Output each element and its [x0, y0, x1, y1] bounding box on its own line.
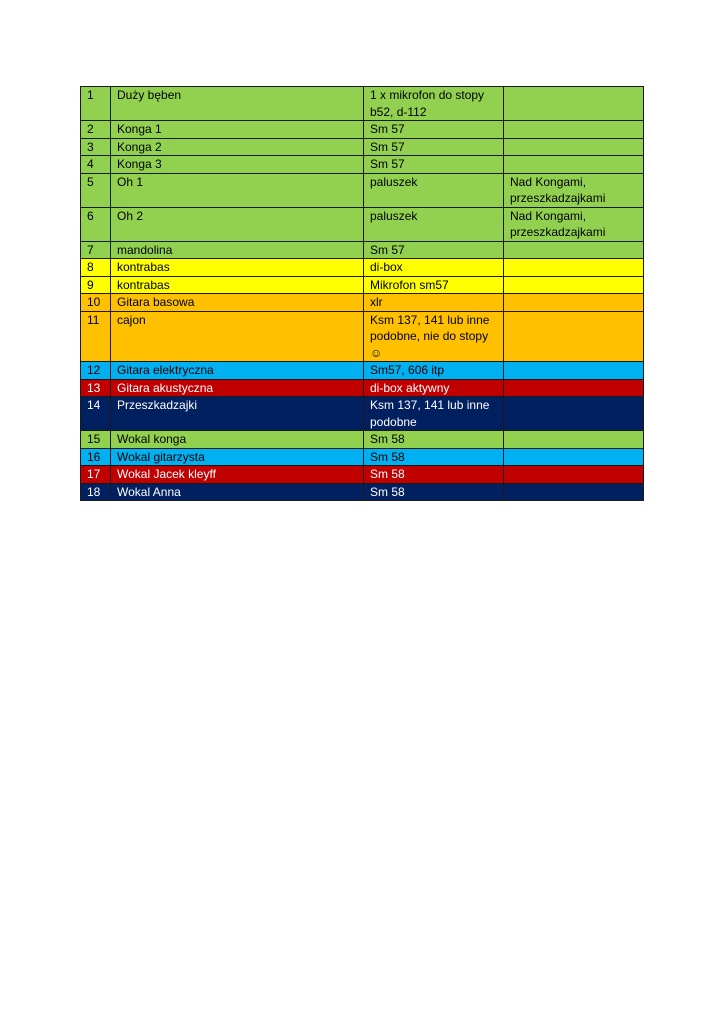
instrument-name-cell: Konga 1: [111, 121, 364, 139]
microphone-cell: di-box aktywny: [364, 379, 504, 397]
placement-note-cell: [504, 294, 644, 312]
channel-number-cell: 16: [81, 448, 111, 466]
placement-note-cell: [504, 483, 644, 501]
instrument-name-cell: Wokal Anna: [111, 483, 364, 501]
channel-rows: [81, 87, 644, 501]
microphone-cell: Ksm 137, 141 lub inne podobne: [364, 397, 504, 431]
placement-note-cell: [504, 311, 644, 362]
channel-number-cell: 2: [81, 121, 111, 139]
instrument-name-cell: cajon: [111, 311, 364, 362]
instrument-name-cell: Gitara basowa: [111, 294, 364, 312]
microphone-cell: Mikrofon sm57: [364, 276, 504, 294]
microphone-cell: xlr: [364, 294, 504, 312]
placement-note-cell: [504, 241, 644, 259]
instrument-name-cell: kontrabas: [111, 276, 364, 294]
table-row: [81, 241, 644, 259]
table-row: [81, 87, 644, 121]
instrument-name-cell: Konga 2: [111, 138, 364, 156]
channel-number-cell: 11: [81, 311, 111, 362]
placement-note-cell: Nad Kongami, przeszkadzajkami: [504, 173, 644, 207]
microphone-cell: Sm 57: [364, 121, 504, 139]
table-row: [81, 207, 644, 241]
table-row: [81, 483, 644, 501]
table-row: [81, 379, 644, 397]
table-row: [81, 431, 644, 449]
channel-number-cell: 13: [81, 379, 111, 397]
placement-note-cell: [504, 448, 644, 466]
channel-number-cell: 8: [81, 259, 111, 277]
microphone-cell: Sm 58: [364, 431, 504, 449]
microphone-cell: Sm 58: [364, 466, 504, 484]
channel-number-cell: 4: [81, 156, 111, 174]
channel-number-cell: 3: [81, 138, 111, 156]
instrument-name-cell: Gitara elektryczna: [111, 362, 364, 380]
channel-number-cell: 5: [81, 173, 111, 207]
placement-note-cell: [504, 431, 644, 449]
placement-note-cell: [504, 87, 644, 121]
instrument-name-cell: Oh 1: [111, 173, 364, 207]
table-row: [81, 448, 644, 466]
instrument-name-cell: Oh 2: [111, 207, 364, 241]
placement-note-cell: [504, 259, 644, 277]
placement-note-cell: [504, 466, 644, 484]
channel-number-cell: 12: [81, 362, 111, 380]
placement-note-cell: [504, 276, 644, 294]
channel-list-table: [80, 86, 644, 501]
placement-note-cell: [504, 362, 644, 380]
table-row: [81, 362, 644, 380]
instrument-name-cell: Konga 3: [111, 156, 364, 174]
microphone-cell: Sm 58: [364, 448, 504, 466]
table-row: [81, 138, 644, 156]
microphone-cell: Sm 57: [364, 138, 504, 156]
microphone-cell: paluszek: [364, 207, 504, 241]
microphone-cell: 1 x mikrofon do stopy b52, d-112: [364, 87, 504, 121]
table-row: [81, 173, 644, 207]
instrument-name-cell: Wokal Jacek kleyff: [111, 466, 364, 484]
placement-note-cell: [504, 397, 644, 431]
instrument-name-cell: Gitara akustyczna: [111, 379, 364, 397]
microphone-cell: Ksm 137, 141 lub inne podobne, nie do stopy ☺: [364, 311, 504, 362]
microphone-cell: Sm57, 606 itp: [364, 362, 504, 380]
channel-number-cell: 15: [81, 431, 111, 449]
table-row: [81, 466, 644, 484]
microphone-cell: Sm 57: [364, 241, 504, 259]
microphone-cell: Sm 58: [364, 483, 504, 501]
channel-number-cell: 7: [81, 241, 111, 259]
instrument-name-cell: Wokal konga: [111, 431, 364, 449]
placement-note-cell: [504, 121, 644, 139]
placement-note-cell: Nad Kongami, przeszkadzajkami: [504, 207, 644, 241]
placement-note-cell: [504, 138, 644, 156]
placement-note-cell: [504, 379, 644, 397]
placement-note-cell: [504, 156, 644, 174]
instrument-name-cell: mandolina: [111, 241, 364, 259]
microphone-cell: paluszek: [364, 173, 504, 207]
channel-number-cell: 1: [81, 87, 111, 121]
channel-number-cell: 6: [81, 207, 111, 241]
channel-number-cell: 10: [81, 294, 111, 312]
instrument-name-cell: kontrabas: [111, 259, 364, 277]
instrument-name-cell: Wokal gitarzysta: [111, 448, 364, 466]
instrument-name-cell: Duży bęben: [111, 87, 364, 121]
table-row: [81, 156, 644, 174]
channel-number-cell: 14: [81, 397, 111, 431]
channel-number-cell: 17: [81, 466, 111, 484]
table-row: [81, 276, 644, 294]
table-row: [81, 121, 644, 139]
microphone-cell: Sm 57: [364, 156, 504, 174]
table-row: [81, 311, 644, 362]
instrument-name-cell: Przeszkadzajki: [111, 397, 364, 431]
channel-number-cell: 18: [81, 483, 111, 501]
table-row: [81, 294, 644, 312]
table-row: [81, 397, 644, 431]
microphone-cell: di-box: [364, 259, 504, 277]
channel-number-cell: 9: [81, 276, 111, 294]
table-row: [81, 259, 644, 277]
